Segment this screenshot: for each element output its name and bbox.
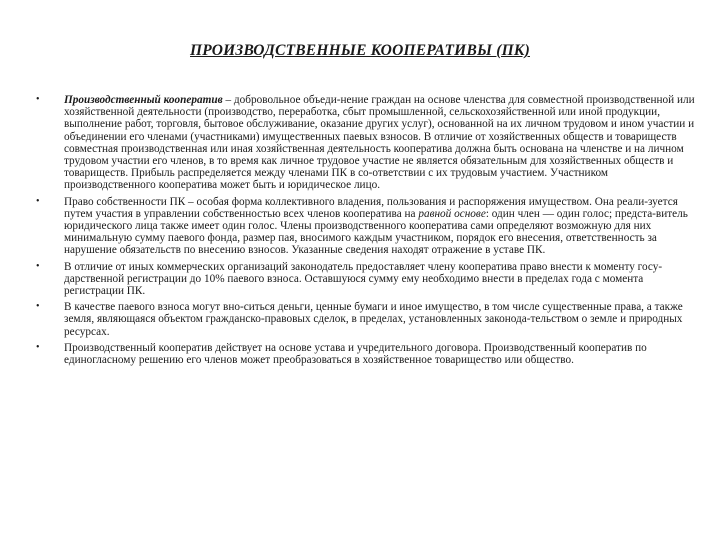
list-item xyxy=(36,261,698,298)
term-lead: Производственный кооператив xyxy=(64,94,223,106)
bullet-list xyxy=(36,94,698,366)
bullet-icon: • xyxy=(36,260,40,272)
page-title: ПРОИЗВОДСТВЕННЫЕ КООПЕРАТИВЫ (ПК) xyxy=(190,42,530,59)
item-text: Право собственности ПК – особая форма коллективного владения, пользования и распоряжения имуществом. Она реали-зуется путем участия в управлении собственностью всех членов кооператива на xyxy=(64,195,678,220)
list-item xyxy=(36,196,698,257)
bullet-icon: • xyxy=(36,94,40,105)
list-item xyxy=(36,342,698,366)
item-text: В качестве паевого взноса могут вно-ситься деньги, ценные бумаги и иное имущество, в том числе существенные права, а также земля, являющаяся объектом гражданско-правовых сделок, в пределах, установленных законода-тельством о земле и природных ресурсах. xyxy=(64,301,683,338)
bullet-icon: • xyxy=(36,301,40,313)
list-item xyxy=(36,301,698,338)
item-text: В отличие от иных коммерческих организаций законодатель предоставляет члену кооператива право внести к моменту госу-дарственной регистрации до 10% паевого взноса. Оставшуюся сумму ему необходимо внести в пределах года с момента регистрации ПК. xyxy=(64,260,663,298)
item-text-italic: равной основе xyxy=(418,207,486,220)
list-item xyxy=(36,94,698,192)
item-text: Производственный кооператив действует на основе устава и учредительного договора. Производственный кооператив по единогласному решению его членов может преобразоваться в хозяйственное товарищество или общество. xyxy=(64,341,647,367)
item-text: : один член — один голос; предста-витель юридического лица также имеет один голос. Члены производственного кооператива сами определяют возможную для них минимальную сумму паевого фонда, размер пая, вносимого каждым участником, порядок его внесения, ответственность за нарушение обязательств по внесению взносов. Указанные сведения находят отражение в уставе ПК. xyxy=(64,207,688,257)
item-text: – добровольное объеди-нение граждан на основе членства для совместной производственной или хозяйственной деятельности (производство, переработка, сбыт промышленной, сельскохозяйственной или иной продукции, выполнение работ, торговля, бытовое обслуживание, оказание других услуг), основанной на их личном трудовом и ином участии и объединении его членами (участниками) имущественных паевых взносов. В отличие от хозяйственных обществ и товариществ совместная производственная или иная хозяйственная деятельность кооператива должна быть основана на членстве и на личном трудовом участии его членов, в то время как личное трудовое участие не является обязательным для хозяйственных обществ и товариществ. Прибыль распределяется между членами ПК в со-ответствии с их трудовым участием. Участником производственного кооператива может быть и юридическое лицо. xyxy=(64,94,695,192)
bullet-icon: • xyxy=(36,195,40,207)
bullet-icon: • xyxy=(36,341,40,353)
